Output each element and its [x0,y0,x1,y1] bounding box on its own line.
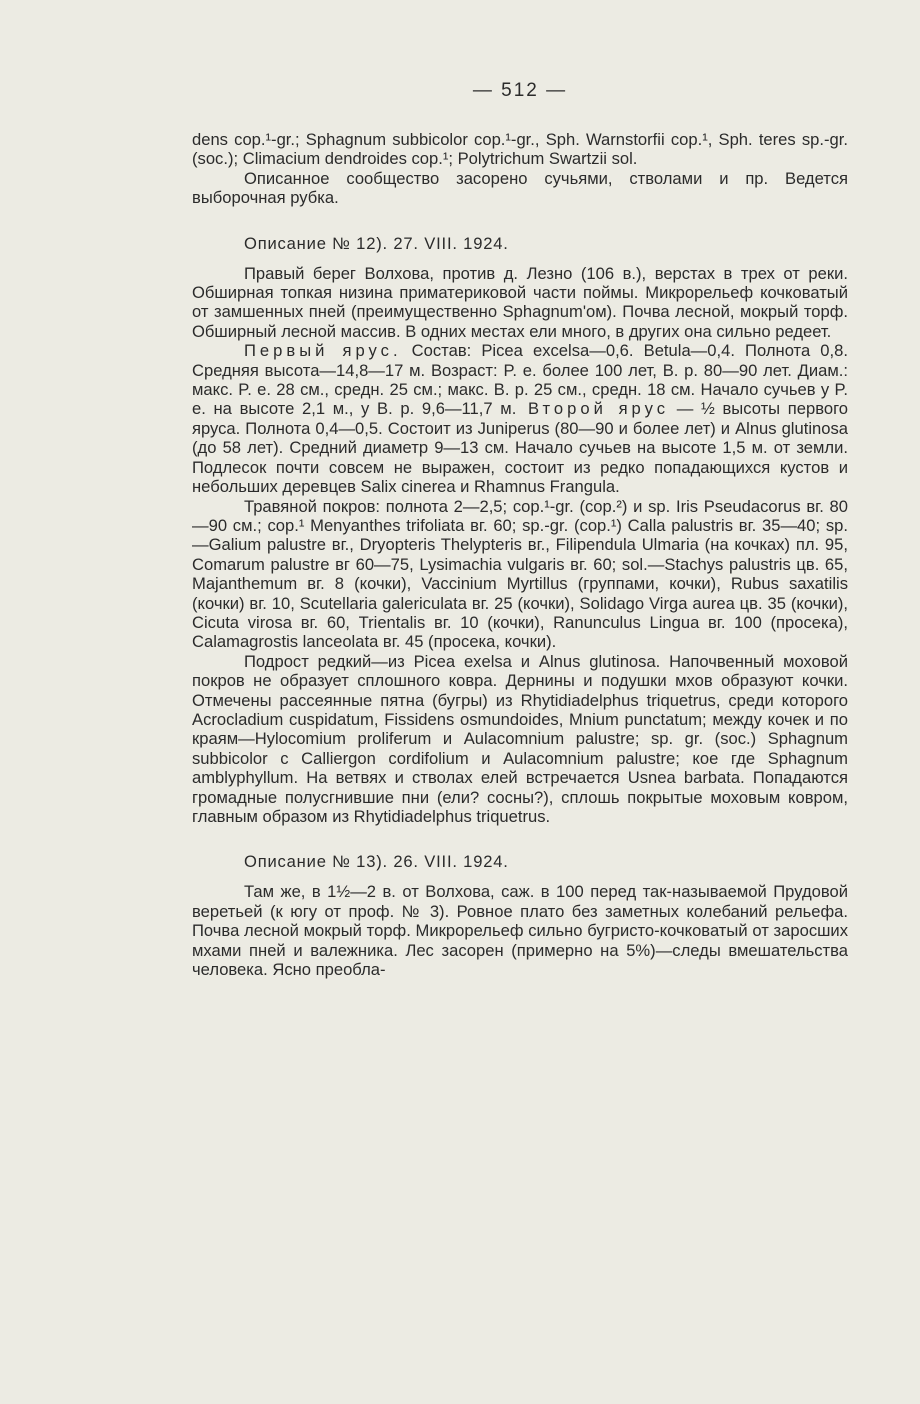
paragraph-12-1: Правый берег Волхова, против д. Лезно (106 в.), верстах в трех от реки. Обширная топкая низина приматериковой части поймы. Микрорельеф кочковатый от замшенных пней (преимущественно Sphagnum'ом). Почва лесной, мокрый торф. Обширный лесной массив. В одних местах ели много, в других она сильно редеет. [192,263,848,341]
document-page [192,80,848,979]
page-number: — 512 — [472,80,568,101]
first-tier-text: Состав: Picea excelsa—0,6. Betula—0,4. Полнота 0,8. Средняя высота—14,8—17 м. Возраст: P. e. более 100 лет, B. p. 80—90 лет. Диам.: макс. P. e. 28 см., средн. 25 см.; макс. B. p. 25 см., средн. 18 см. Начало сучьев у P. e. на высоте 2,1 м., у B. p. 9,6—11,7 м. [192,341,848,419]
heading-description-13: Описание № 13). 26. VIII. 1924. [244,852,509,872]
second-tier-label: Второй ярус [516,399,670,419]
heading-description-12: Описание № 12). 27. VIII. 1924. [244,233,509,253]
first-tier-label: Первый ярус. [244,341,402,361]
paragraph-12-3: Травяной покров: полнота 2—2,5; cop.¹-gr. (cop.²) и sp. Iris Pseudacorus вг. 80—90 см.; cop.¹ Menyanthes trifoliata вг. 60; sp.-gr. (cop.¹) Calla palustris вг. 35—40; sp.—Galium palustre вг., Dryopteris Thelypteris вг., Filipendula Ulmaria (на кочках) пл. 95, Comarum palustre вг 60—75, Lysimachia vulgaris вг. 60; sol.—Stachys palustris цв. 65, Majanthemum вг. 8 (кочки), Vaccinium Myrtillus (группами, кочки), Rubus saxatilis (кочки) вг. 10, Scutellaria galericulata вг. 25 (кочки), Solidago Virga aurea цв. 35 (кочки), Cicuta virosa вг. 60, Trientalis вг. 10 (кочки), Ranunculus Lingua вг. 100 (просека), Calamagrostis lanceolata вг. 45 (просека, кочки). [192,496,848,652]
second-tier-text: — ½ высоты первого яруса. Полнота 0,4—0,5. Состоит из Juniperus (80—90 и более лет) и Alnus glutinosa (до 58 лет). Средний диаметр 9—13 см. Начало сучьев на высоте 1,5 м. от земли. Подлесок почти совсем не выражен, состоит из редко попадающихся кустов и небольших деревцев Salix cinerea и Rhamnus Frangula. [192,399,848,497]
paragraph-top-2: Описанное сообщество засорено сучьями, стволами и пр. Ведется выборочная рубка. [192,168,848,208]
paragraph-12-4: Подрост редкий—из Picea exelsa и Alnus glutinosa. Напочвенный моховой покров не образует сплошного ковра. Дернины и подушки мхов образуют кочки. Отмечены рассеянные пятна (бугры) из Rhytidiadelphus triquetrus, среди которого Acrocladium cuspidatum, Fissidens osmundoides, Mnium punctatum; между кочек и по краям—Hylocomium proliferum и Aulacomnium palustre; sp. gr. (soc.) Sphagnum subbicolor с Calliergon cordifolium и Aulacomnium palustre; кое где Sphagnum amblyphyllum. На ветвях и стволах елей встречается Usnea barbata. Попадаются громадные полусгнившие пни (ели? сосны?), сплошь покрытые моховым ковром, главным образом из Rhytidiadelphus triquetrus. [192,651,848,826]
paragraph-top-1: dens cop.¹-gr.; Sphagnum subbicolor cop.¹-gr., Sph. Warnstorfii cop.¹, Sph. teres sp.-gr. (soc.); Climacium dendroides cop.¹; Polytrichum Swartzii sol. [192,130,848,169]
paragraph-13-1: Там же, в 1½—2 в. от Волхова, саж. в 100 перед так-называемой Прудовой веретьей (к югу от проф. № 3). Ровное плато без заметных колебаний рельефа. Почва лесной мокрый торф. Микрорельеф сильно бугристо-кочковатый от заросших мхами пней и валежника. Лес засорен (примерно на 5%)—следы вмешательства человека. Ясно преобла- [192,882,848,980]
paragraph-12-2 [192,341,848,496]
